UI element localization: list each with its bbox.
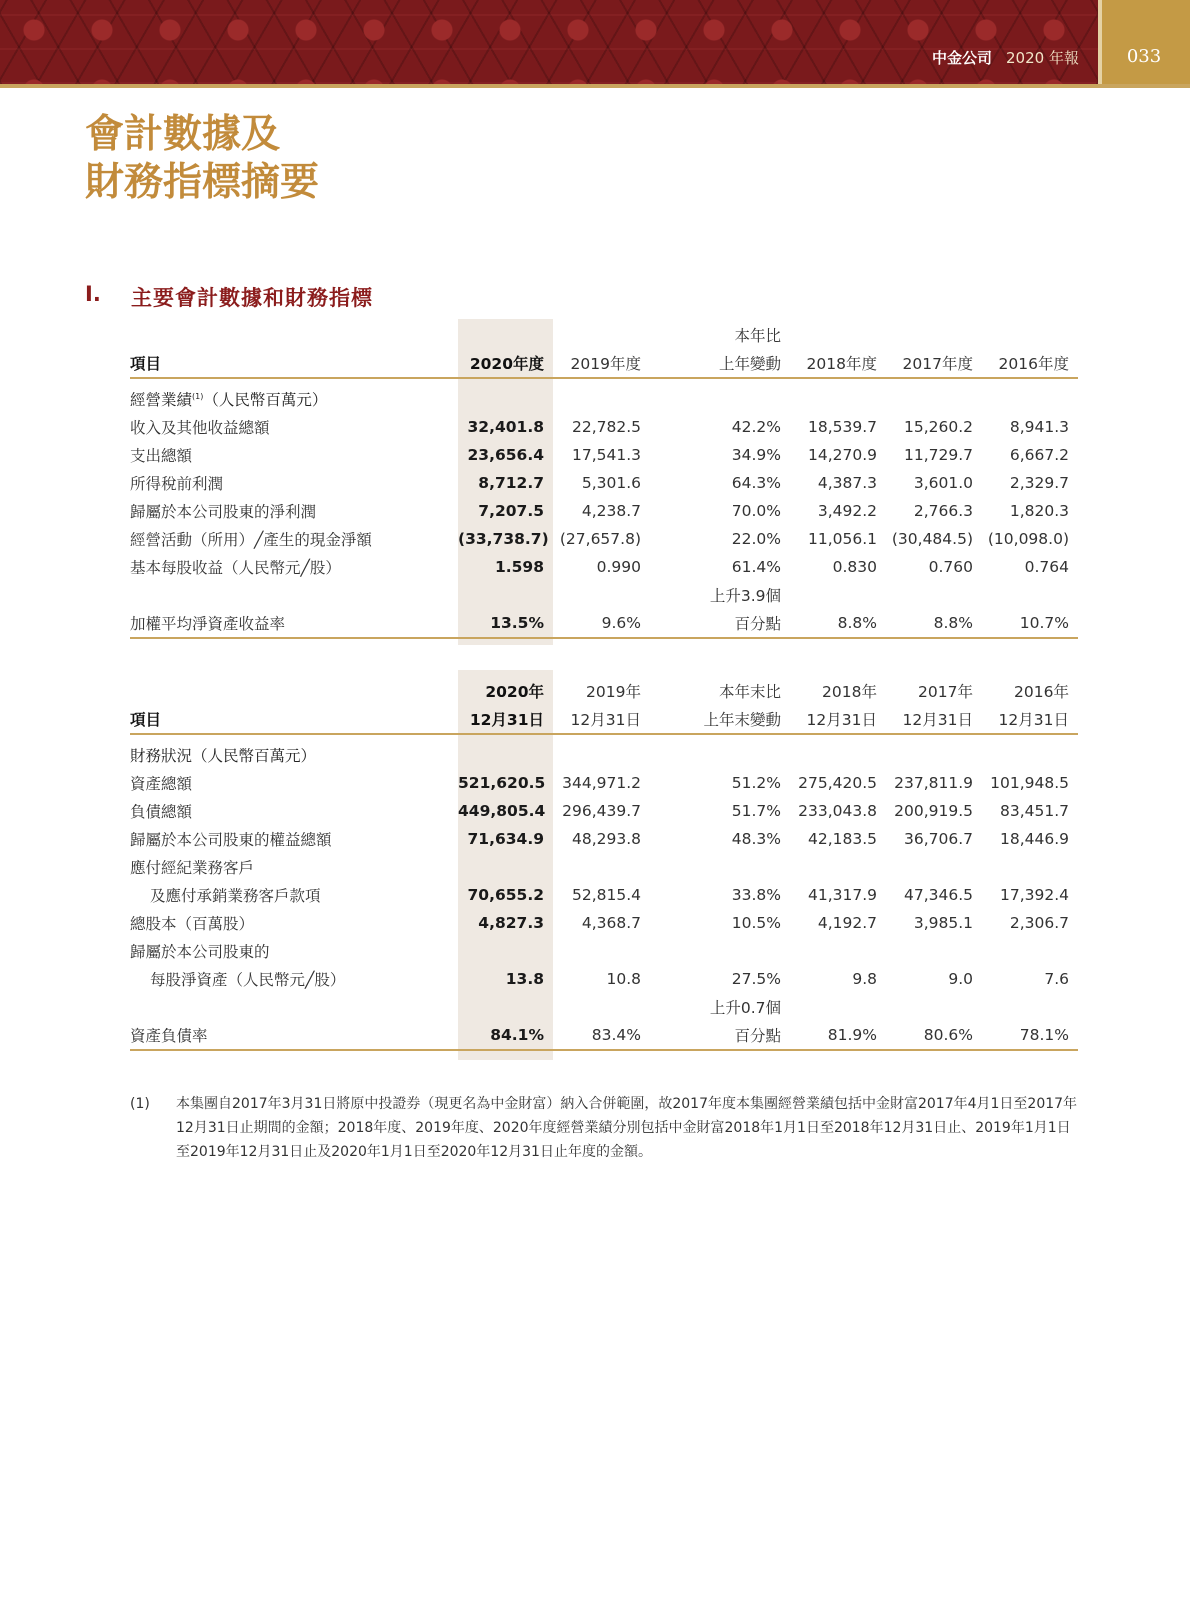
cell-2017: 15,260.2 — [903, 418, 973, 436]
cell-2016: 6,667.2 — [1009, 446, 1069, 464]
header-item: 項目 — [130, 349, 458, 378]
cell-2018: 14,270.9 — [807, 446, 877, 464]
header-gold-rule — [0, 84, 1190, 88]
table-row — [130, 965, 1078, 993]
header-2019-year: 2019年 — [586, 683, 641, 701]
cell-2020: (33,738.7) — [458, 530, 549, 548]
cell-2020: 1.598 — [494, 558, 544, 576]
header-2019-date: 12月31日 — [553, 705, 650, 734]
header-2017: 2017年度 — [886, 349, 982, 378]
table-row — [130, 1021, 1078, 1050]
cell-2020: 70,655.2 — [467, 886, 544, 904]
footnote-text: 本集團自2017年3月31日將原中投證券（現更名為中金財富）納入合併範圍，故2017年度本集團經營業績包括中金財富2017年4月1日至2017年12月31日止期間的金額；2018年度、2019年度、2020年度經營業績分別包括中金財富2018年1月1日至2018年12月31日止、2019年1月1日至2019年12月31日止及2020年1月1日至2020年12月31日止年度的金額。 — [176, 1096, 1078, 1160]
cell-2018: 275,420.5 — [798, 774, 877, 792]
table-row — [130, 553, 1078, 581]
table-row-continuation — [130, 581, 1078, 609]
footnote-marker: (1) — [192, 391, 204, 401]
row-label: 支出總額 — [130, 447, 193, 465]
cell-change: 百分點 — [650, 1021, 790, 1050]
header-2019: 2019年度 — [553, 349, 650, 378]
table-row-continuation — [130, 853, 1078, 881]
cell-2019: 296,439.7 — [562, 802, 641, 820]
cell-2016: (10,098.0) — [987, 530, 1069, 548]
footnote-number: (1) — [130, 1096, 150, 1112]
row-label: 每股淨資產（人民幣元╱股） — [150, 971, 346, 989]
cell-2020: 4,827.3 — [478, 914, 544, 932]
group-heading-row — [130, 741, 1078, 769]
cell-change: 27.5% — [731, 970, 781, 988]
cell-2019: (27,657.8) — [559, 530, 641, 548]
cell-change: 42.2% — [731, 418, 781, 436]
cell-2016: 2,329.7 — [1009, 474, 1069, 492]
cell-2016: 7.6 — [1044, 970, 1069, 988]
cell-2020: 7,207.5 — [478, 502, 544, 520]
header-pattern-banner — [0, 0, 1098, 84]
cell-change: 33.8% — [731, 886, 781, 904]
group-unit: （人民幣百萬元） — [203, 391, 328, 409]
group-heading: 財務狀況（人民幣百萬元） — [130, 747, 317, 765]
cell-change-line1: 上升0.7個 — [709, 999, 781, 1017]
cell-change-line1: 上升3.9個 — [709, 587, 781, 605]
cell-2018: 3,492.2 — [817, 502, 877, 520]
page-title-line1: 會計數據及 — [85, 111, 281, 157]
cell-change: 51.2% — [731, 774, 781, 792]
header-2016: 2016年度 — [982, 349, 1078, 378]
table-row-continuation — [130, 937, 1078, 965]
cell-2019: 5,301.6 — [581, 474, 641, 492]
table-row — [130, 469, 1078, 497]
page-title — [85, 110, 319, 206]
cell-2019: 22,782.5 — [571, 418, 641, 436]
cell-2020: 32,401.8 — [467, 418, 544, 436]
cell-2018: 233,043.8 — [798, 802, 877, 820]
row-label: 及應付承銷業務客戶款項 — [150, 887, 321, 905]
cell-2019: 17,541.3 — [571, 446, 641, 464]
cell-2017: 11,729.7 — [903, 446, 973, 464]
cell-2017: 3,601.0 — [913, 474, 973, 492]
cell-2018: 41,317.9 — [807, 886, 877, 904]
cell-2017: 80.6% — [886, 1021, 982, 1050]
header-change-line1: 本年末比 — [718, 683, 781, 701]
header-2020-date: 12月31日 — [458, 705, 553, 734]
cell-2016: 8,941.3 — [1009, 418, 1069, 436]
header-change-line2: 上年末變動 — [650, 705, 790, 734]
cell-2016: 101,948.5 — [990, 774, 1069, 792]
row-label: 資產負債率 — [130, 1021, 458, 1050]
page-number-tab — [1098, 0, 1190, 84]
cell-2016: 1,820.3 — [1009, 502, 1069, 520]
cell-2017: 3,985.1 — [913, 914, 973, 932]
section-title: 主要會計數據和財務指標 — [131, 286, 373, 310]
cell-change: 48.3% — [731, 830, 781, 848]
row-label: 所得稅前利潤 — [130, 475, 224, 493]
group-heading-row — [130, 385, 1078, 413]
cell-2016: 0.764 — [1024, 558, 1069, 576]
section-number: I. — [85, 282, 101, 306]
footnote — [130, 1092, 1078, 1164]
cell-2017: 9.0 — [948, 970, 973, 988]
table-row — [130, 881, 1078, 909]
cell-2020: 13.8 — [505, 970, 544, 988]
cell-2018: 11,056.1 — [807, 530, 877, 548]
table-row — [130, 909, 1078, 937]
row-label: 基本每股收益（人民幣元╱股） — [130, 559, 341, 577]
header-2020: 2020年度 — [458, 349, 553, 378]
row-label: 歸屬於本公司股東的權益總額 — [130, 831, 332, 849]
cell-2016: 78.1% — [982, 1021, 1078, 1050]
cell-change: 64.3% — [731, 474, 781, 492]
table-row — [130, 525, 1078, 553]
cell-change: 百分點 — [650, 609, 790, 638]
cell-2017: 0.760 — [928, 558, 973, 576]
header-2018-date: 12月31日 — [790, 705, 886, 734]
cell-change: 10.5% — [731, 914, 781, 932]
financial-position-table — [130, 677, 1078, 1051]
table-row — [130, 797, 1078, 825]
table-row — [130, 825, 1078, 853]
cell-2018: 0.830 — [832, 558, 877, 576]
header-2016-year: 2016年 — [1014, 683, 1069, 701]
cell-2020: 84.1% — [458, 1021, 553, 1050]
cell-2019: 83.4% — [553, 1021, 650, 1050]
table-header-row — [130, 677, 1078, 705]
header-2017-date: 12月31日 — [886, 705, 982, 734]
cell-2017: 237,811.9 — [894, 774, 973, 792]
cell-2016: 18,446.9 — [999, 830, 1069, 848]
cell-2020: 13.5% — [458, 609, 553, 638]
row-label: 總股本（百萬股） — [130, 915, 255, 933]
table-header-row — [130, 321, 1078, 349]
table-header-row — [130, 349, 1078, 378]
header-item: 項目 — [130, 705, 458, 734]
cell-2019: 344,971.2 — [562, 774, 641, 792]
table-row — [130, 441, 1078, 469]
cell-2020: 71,634.9 — [467, 830, 544, 848]
table-row — [130, 413, 1078, 441]
header-2018: 2018年度 — [790, 349, 886, 378]
operating-results-table — [130, 321, 1078, 639]
table-row — [130, 769, 1078, 797]
cell-2018: 18,539.7 — [807, 418, 877, 436]
row-label: 負債總額 — [130, 803, 193, 821]
cell-2020: 8,712.7 — [478, 474, 544, 492]
cell-2019: 52,815.4 — [571, 886, 641, 904]
cell-2019: 48,293.8 — [571, 830, 641, 848]
cell-2017: 36,706.7 — [903, 830, 973, 848]
cell-2020: 23,656.4 — [467, 446, 544, 464]
header-company: 中金公司 — [932, 49, 993, 67]
cell-change: 34.9% — [731, 446, 781, 464]
page-number: 033 — [1126, 46, 1162, 67]
cell-2019: 9.6% — [553, 609, 650, 638]
header-2017-year: 2017年 — [918, 683, 973, 701]
group-label: 經營業績 — [130, 391, 193, 409]
cell-2016: 10.7% — [982, 609, 1078, 638]
row-label: 經營活動（所用）╱產生的現金淨額 — [130, 531, 372, 549]
group-heading — [130, 385, 1078, 413]
cell-change: 51.7% — [731, 802, 781, 820]
table-row — [130, 497, 1078, 525]
header-change-line1: 本年比 — [734, 327, 781, 345]
cell-2020: 449,805.4 — [458, 802, 546, 820]
header-report-year: 2020 年報 — [1006, 49, 1079, 67]
table-row-continuation — [130, 993, 1078, 1021]
cell-2018: 4,192.7 — [817, 914, 877, 932]
cell-2016: 17,392.4 — [999, 886, 1069, 904]
table-row — [130, 609, 1078, 638]
row-label: 歸屬於本公司股東的淨利潤 — [130, 503, 317, 521]
cell-2019: 10.8 — [606, 970, 641, 988]
cell-2018: 4,387.3 — [817, 474, 877, 492]
cell-change: 61.4% — [731, 558, 781, 576]
cell-2017: (30,484.5) — [891, 530, 973, 548]
header-2020-year: 2020年 — [485, 683, 544, 701]
header-2016-date: 12月31日 — [982, 705, 1078, 734]
cell-2018: 42,183.5 — [807, 830, 877, 848]
cell-2019: 4,238.7 — [581, 502, 641, 520]
cell-2018: 8.8% — [790, 609, 886, 638]
cell-2016: 83,451.7 — [999, 802, 1069, 820]
page-title-line2: 財務指標摘要 — [85, 159, 320, 205]
cell-2017: 8.8% — [886, 609, 982, 638]
cell-2019: 4,368.7 — [581, 914, 641, 932]
cell-2016: 2,306.7 — [1009, 914, 1069, 932]
header-change-line2: 上年變動 — [650, 349, 790, 378]
cell-change: 22.0% — [731, 530, 781, 548]
cell-2017: 47,346.5 — [903, 886, 973, 904]
cell-2019: 0.990 — [596, 558, 641, 576]
cell-change: 70.0% — [731, 502, 781, 520]
cell-2018: 81.9% — [790, 1021, 886, 1050]
cell-2017: 2,766.3 — [913, 502, 973, 520]
row-label: 資產總額 — [130, 775, 193, 793]
cell-2017: 200,919.5 — [894, 802, 973, 820]
row-label-line1: 歸屬於本公司股東的 — [130, 943, 270, 961]
row-label-line1: 應付經紀業務客戶 — [130, 859, 255, 877]
table-header-row — [130, 705, 1078, 734]
row-label: 加權平均淨資產收益率 — [130, 609, 458, 638]
row-label: 收入及其他收益總額 — [130, 419, 270, 437]
header-2018-year: 2018年 — [822, 683, 877, 701]
cell-2018: 9.8 — [852, 970, 877, 988]
cell-2020: 521,620.5 — [458, 774, 546, 792]
